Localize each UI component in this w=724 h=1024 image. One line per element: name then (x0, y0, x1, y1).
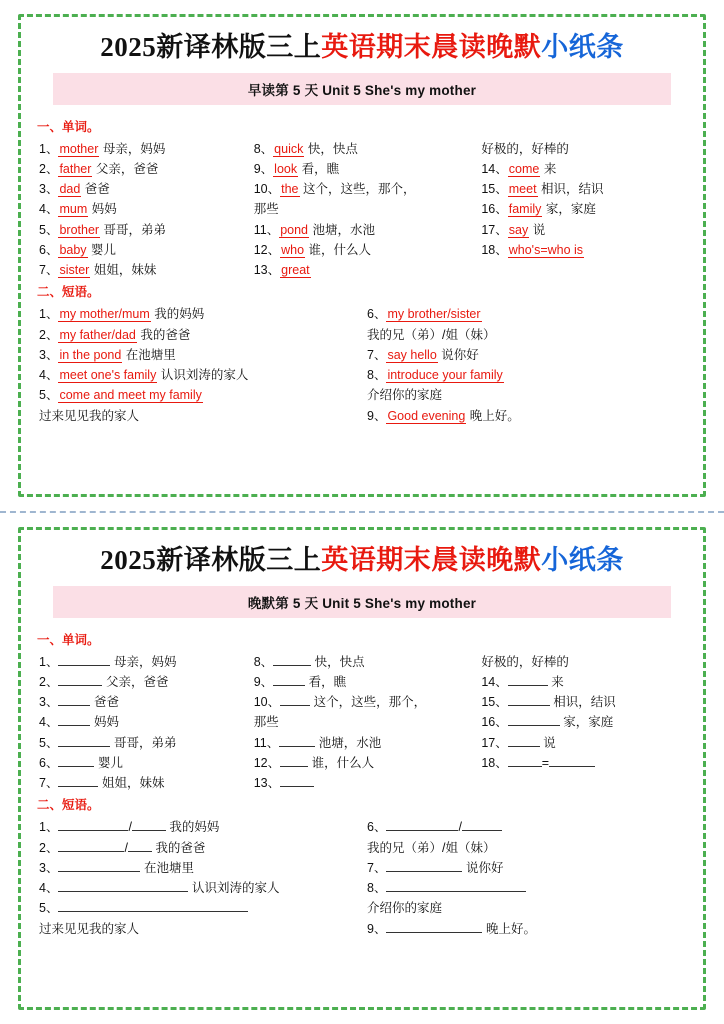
vocab-meaning: 池塘，水池 (312, 222, 376, 237)
phrase-entry: 8、introduce your family (367, 368, 503, 383)
vocab-word: who's=who is (508, 242, 584, 257)
answer-blank[interactable] (128, 851, 152, 852)
word-entry: 13、 (254, 773, 474, 793)
answer-blank[interactable] (58, 830, 128, 831)
word-entry: 15、meet 相识，结识 (481, 182, 604, 197)
vocab-word: father (59, 161, 92, 176)
vocab-meaning: 好极的，好棒的 (481, 141, 569, 156)
vocab-meaning: 快，快点 (314, 654, 365, 669)
answer-blank[interactable] (549, 766, 595, 767)
vocab-meaning: 妈妈 (91, 202, 117, 217)
answer-blank[interactable] (58, 871, 140, 872)
title-part-3: 小纸条 (541, 32, 624, 62)
vocab-meaning: 哥哥，弟弟 (113, 735, 177, 750)
answer-blank[interactable] (462, 830, 502, 831)
vocab-meaning: 我的妈妈 (169, 820, 220, 835)
phrase-entry: 3、in the pond 在池塘里 (39, 347, 176, 362)
vocab-meaning: 我的爸爸 (140, 327, 191, 342)
vocab-meaning: 谁，什么人 (311, 755, 375, 770)
section-title-phrases: 二、短语。 (37, 285, 100, 300)
evening-dictation-card (18, 527, 706, 1010)
phrase-entry: 9、 晚上好。 (367, 921, 536, 936)
vocab-meaning: 过来见见我的家人 (39, 921, 140, 936)
answer-blank[interactable] (273, 665, 311, 666)
word-entry: 6、baby 婴儿 (39, 242, 117, 257)
lesson-banner: 早读第 5 天 Unit 5 She's my mother (53, 73, 671, 105)
vocab-meaning: 家，家庭 (545, 202, 596, 217)
vocab-meaning: 池塘，水池 (318, 735, 382, 750)
vocab-meaning: 在池塘里 (125, 347, 176, 362)
vocab-meaning: 看，瞧 (301, 161, 340, 176)
words-columns-2 (35, 652, 689, 794)
vocab-word: dad (59, 182, 81, 197)
word-entry: 3、 爸爸 (39, 695, 119, 710)
answer-blank[interactable] (508, 725, 560, 726)
word-entry: 14、come 来 (481, 161, 557, 176)
answer-blank[interactable] (58, 851, 124, 852)
phrase-entry (367, 385, 685, 405)
vocab-word: great (281, 263, 310, 278)
answer-blank[interactable] (58, 665, 110, 666)
phrase-entry: 4、meet one's family 认识刘涛的家人 (39, 368, 249, 383)
word-entry: 4、mum 妈妈 (39, 202, 117, 217)
vocab-word: my father/dad (59, 327, 136, 342)
vocab-word: Good evening (387, 408, 466, 423)
word-entry: 11、 池塘，水池 (253, 735, 382, 750)
vocab-word: my mother/mum (59, 307, 150, 322)
answer-blank[interactable] (58, 911, 248, 912)
phrase-entry: 9、Good evening 晚上好。 (367, 408, 520, 423)
phrase-entry: 2、my father/dad 我的爸爸 (39, 327, 191, 342)
answer-blank[interactable] (58, 786, 98, 787)
vocab-word: come and meet my family (59, 388, 202, 403)
word-entry: 14、 来 (481, 674, 564, 689)
words-column-1 (39, 652, 246, 794)
word-entry: 17、say 说 (481, 222, 546, 237)
vocab-meaning: 介绍你的家庭 (367, 388, 443, 403)
page-title-2 (35, 546, 689, 576)
words-column-2 (254, 139, 474, 281)
vocab-meaning: 这个，这些，那个， (313, 695, 427, 710)
word-entry: 7、 姐姐，妹妹 (39, 776, 165, 791)
answer-blank[interactable] (132, 830, 166, 831)
word-entry: 5、brother 哥哥，弟弟 (39, 222, 167, 237)
vocab-meaning: 我的兄（弟）/姐（妹） (367, 840, 496, 855)
phrase-entry: 6、my brother/sister (367, 307, 481, 322)
answer-blank[interactable] (58, 705, 90, 706)
phrase-entry (367, 898, 685, 918)
word-entry (481, 139, 685, 159)
word-entry: 10、 这个，这些，那个， (253, 695, 427, 710)
vocab-word: pond (280, 222, 309, 237)
vocab-meaning: 认识刘涛的家人 (191, 881, 280, 896)
vocab-meaning: 那些 (253, 202, 279, 217)
word-entry: 1、 母亲，妈妈 (39, 654, 177, 669)
word-entry: 9、 看，瞧 (253, 674, 347, 689)
vocab-word: my brother/sister (387, 307, 481, 322)
words-column-3 (481, 652, 685, 794)
vocab-meaning: 家，家庭 (563, 715, 614, 730)
phrase-entry: 7、 说你好 (367, 860, 504, 875)
phrase-entry: 7、say hello 说你好 (367, 347, 479, 362)
morning-reading-card (18, 14, 706, 497)
vocab-meaning: 好极的，好棒的 (481, 654, 569, 669)
word-entry: 8、 快，快点 (253, 654, 365, 669)
word-entry: 8、quick 快，快点 (253, 141, 358, 156)
vocab-word: mum (59, 202, 88, 217)
phrase-entry: 1、 / 我的妈妈 (39, 820, 220, 835)
word-entry: 18、 = (481, 753, 685, 773)
answer-blank[interactable] (280, 705, 310, 706)
section-title-phrases-2: 二、短语。 (37, 798, 100, 813)
vocab-word: sister (59, 263, 90, 278)
vocab-word: meet one's family (59, 368, 157, 383)
answer-blank[interactable] (386, 891, 526, 892)
word-entry: 3、dad 爸爸 (39, 182, 110, 197)
word-entry: 2、 父亲，爸爸 (39, 674, 169, 689)
phrase-entry: 3、 在池塘里 (39, 860, 194, 875)
title-part-1: 2025新译林版三上 (100, 32, 322, 62)
vocab-meaning: 婴儿 (91, 242, 117, 257)
vocab-meaning: 那些 (253, 715, 279, 730)
vocab-word: who (281, 242, 305, 257)
word-entry: 4、 妈妈 (39, 715, 119, 730)
title-part-2: 英语期末晨读晚默 (321, 32, 542, 62)
vocab-meaning: 父亲，爸爸 (105, 674, 169, 689)
phrase-entry (367, 325, 685, 345)
word-entry: 13、great (253, 263, 310, 278)
vocab-meaning: 快，快点 (307, 141, 358, 156)
vocab-meaning: 过来见见我的家人 (39, 408, 140, 423)
words-column-3 (481, 139, 685, 281)
word-entry: 16、 家，家庭 (481, 715, 614, 730)
word-entry: 17、 说 (481, 735, 556, 750)
vocab-meaning: 来 (551, 674, 564, 689)
phrases-column-1 (39, 817, 357, 939)
answer-blank[interactable] (508, 685, 548, 686)
vocab-word: say hello (387, 347, 437, 362)
vocab-meaning: 说 (532, 222, 546, 237)
vocab-meaning: 母亲，妈妈 (113, 654, 177, 669)
vocab-meaning: 这个，这些，那个， (303, 182, 416, 197)
vocab-meaning: 妈妈 (93, 715, 119, 730)
word-entry: 10、the 这个，这些，那个， (253, 182, 416, 197)
answer-blank[interactable] (508, 766, 542, 767)
word-entry: 6、 婴儿 (39, 755, 123, 770)
phrases-column-2 (367, 817, 685, 939)
page-divider (0, 511, 724, 513)
vocab-meaning: 说你好 (465, 860, 504, 875)
word-entry: 5、 哥哥，弟弟 (39, 735, 177, 750)
vocab-word: in the pond (59, 347, 122, 362)
phrase-entry (39, 406, 357, 426)
page-title (35, 33, 689, 63)
words-column-1 (39, 139, 246, 281)
words-column-2 (254, 652, 474, 794)
vocab-word: family (508, 202, 542, 217)
answer-blank[interactable] (508, 705, 550, 706)
answer-blank[interactable] (58, 766, 94, 767)
vocab-meaning: 相识，结识 (553, 695, 616, 710)
word-entry: 12、who 谁，什么人 (253, 242, 372, 257)
vocab-meaning: 说你好 (441, 347, 479, 362)
vocab-word: mother (59, 141, 99, 156)
answer-blank[interactable] (279, 746, 315, 747)
vocab-word: quick (274, 141, 304, 156)
answer-blank[interactable] (386, 871, 462, 872)
vocab-meaning: 姐姐，妹妹 (93, 263, 157, 278)
vocab-word: say (508, 222, 529, 237)
answer-blank[interactable] (58, 685, 102, 686)
word-entry: 15、 相识，结识 (481, 695, 616, 710)
vocab-word: come (508, 161, 540, 176)
vocab-meaning: 介绍你的家庭 (367, 901, 443, 916)
phrases-column-2 (367, 304, 685, 426)
word-entry: 16、family 家，家庭 (481, 202, 596, 217)
word-entry (254, 199, 474, 219)
vocab-meaning: 父亲，爸爸 (95, 161, 159, 176)
word-entry: 1、mother 母亲，妈妈 (39, 141, 166, 156)
phrase-entry (39, 919, 357, 939)
vocab-meaning: 来 (543, 161, 557, 176)
answer-blank[interactable] (386, 932, 482, 933)
vocab-meaning: 谁，什么人 (308, 242, 372, 257)
word-entry: 11、pond 池塘，水池 (253, 222, 376, 237)
vocab-meaning: 我的爸爸 (155, 840, 206, 855)
word-entry: 2、father 父亲，爸爸 (39, 161, 159, 176)
vocab-word: introduce your family (387, 368, 503, 383)
section-title-words-2: 一、单词。 (37, 632, 100, 647)
phrase-entry: 5、come and meet my family (39, 388, 202, 403)
answer-blank[interactable] (280, 766, 308, 767)
vocab-meaning: 姐姐，妹妹 (101, 776, 165, 791)
vocab-word: brother (59, 222, 100, 237)
vocab-meaning: 爸爸 (84, 182, 110, 197)
word-entry (254, 712, 474, 732)
word-entry: 7、sister 姐姐，妹妹 (39, 263, 157, 278)
title-part-1: 2025新译林版三上 (100, 545, 322, 575)
vocab-meaning: 母亲，妈妈 (102, 141, 166, 156)
vocab-meaning: 说 (543, 735, 556, 750)
vocab-meaning: 婴儿 (97, 755, 123, 770)
lesson-banner-2: 晚默第 5 天 Unit 5 She's my mother (53, 586, 671, 618)
vocab-meaning: 我的妈妈 (154, 307, 205, 322)
phrase-entry (367, 838, 685, 858)
vocab-meaning: 认识刘涛的家人 (160, 368, 249, 383)
phrase-entry: 4、 认识刘涛的家人 (39, 881, 280, 896)
section-title-words: 一、单词。 (37, 119, 100, 134)
answer-blank[interactable] (508, 746, 540, 747)
answer-blank[interactable] (58, 746, 110, 747)
title-part-2: 英语期末晨读晚默 (321, 545, 542, 575)
answer-blank[interactable] (273, 685, 305, 686)
answer-blank[interactable] (58, 725, 90, 726)
vocab-meaning: 在池塘里 (143, 860, 194, 875)
vocab-meaning: 晚上好。 (485, 921, 536, 936)
vocab-word: meet (508, 182, 537, 197)
phrase-entry: 2、 / 我的爸爸 (39, 840, 206, 855)
answer-blank[interactable] (386, 830, 458, 831)
vocab-word: the (281, 182, 299, 197)
vocab-meaning: 我的兄（弟）/姐（妹） (367, 327, 496, 342)
vocab-meaning: 相识，结识 (541, 182, 604, 197)
vocab-meaning: 晚上好。 (469, 408, 520, 423)
phrase-entry: 1、my mother/mum 我的妈妈 (39, 307, 205, 322)
words-columns (35, 139, 689, 281)
word-entry (481, 652, 685, 672)
phrases-columns (35, 304, 689, 426)
answer-blank[interactable] (280, 786, 314, 787)
phrase-entry: 8、 (367, 878, 685, 898)
word-entry: 9、look 看，瞧 (253, 161, 340, 176)
phrase-entry: 5、 (39, 898, 357, 918)
answer-blank[interactable] (58, 891, 188, 892)
phrases-column-1 (39, 304, 357, 426)
word-entry: 18、who's=who is (481, 242, 584, 257)
phrase-entry: 6、 / (367, 817, 685, 837)
title-part-3: 小纸条 (541, 545, 624, 575)
phrases-columns-2 (35, 817, 689, 939)
vocab-word: look (274, 161, 298, 176)
vocab-meaning: 看，瞧 (308, 674, 347, 689)
word-entry: 12、 谁，什么人 (253, 755, 375, 770)
vocab-word: baby (59, 242, 87, 257)
vocab-meaning: 哥哥，弟弟 (103, 222, 167, 237)
vocab-meaning: 爸爸 (93, 695, 119, 710)
